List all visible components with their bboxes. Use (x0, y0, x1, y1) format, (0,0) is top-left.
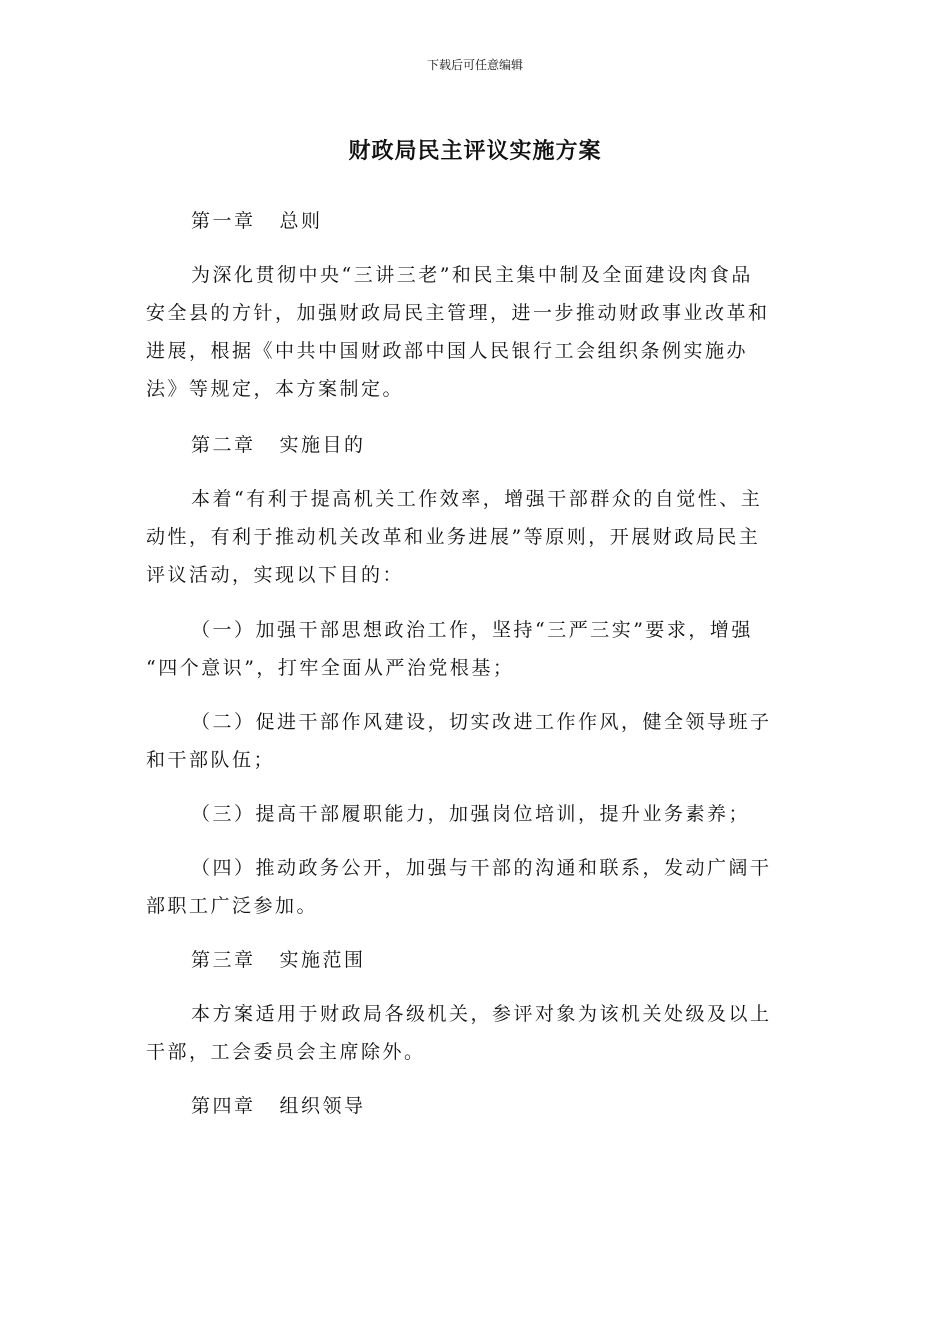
paragraph-line: 动性，有利于推动机关改革和业务进展”等原则，开展财政局民主 (146, 526, 761, 548)
chapter-name: 实施范围 (279, 949, 366, 971)
chapter2-paragraph (146, 480, 796, 594)
chapter-name: 组织领导 (279, 1095, 366, 1117)
chapter-heading-4 (146, 1087, 796, 1125)
paragraph-line: （三）提高干部履职能力，加强岗位培训，提升业务素养； (191, 803, 751, 825)
paragraph-line: 部职工广泛参加。 (146, 895, 319, 917)
paragraph-line: “四个意识”，打牢全面从严治党根基； (146, 657, 515, 679)
paragraph-line: （一）加强干部思想政治工作，坚持“三严三实”要求，增强 (191, 619, 753, 641)
list-item (146, 703, 796, 779)
paragraph-line: 本着“有利于提高机关工作效率，增强干部群众的自觉性、主 (191, 488, 763, 510)
paragraph-line: （四）推动政务公开，加强与干部的沟通和联系，发动广阔干 (191, 857, 772, 879)
paragraph-line: 进展，根据《中共中国财政部中国人民银行工会组织条例实施办 (146, 340, 749, 362)
chapter-label: 第二章 (191, 434, 256, 456)
chapter3-paragraph (146, 995, 796, 1071)
page-header-note: 下载后可任意编辑 (426, 58, 523, 72)
chapter-heading-2 (146, 426, 796, 464)
chapter1-paragraph (146, 256, 796, 408)
paragraph-line: 评议活动，实现以下目的： (146, 564, 405, 586)
paragraph-line: （二）促进干部作风建设，切实改进工作作风，健全领导班子 (191, 711, 772, 733)
chapter-label: 第一章 (191, 210, 256, 232)
paragraph-line: 本方案适用于财政局各级机关，参评对象为该机关处级及以上 (191, 1003, 772, 1025)
list-item (146, 795, 796, 833)
paragraph-line: 为深化贯彻中央“三讲三老”和民主集中制及全面建设肉食品 (191, 264, 753, 286)
document-title: 财政局民主评议实施方案 (348, 139, 602, 164)
chapter-name: 实施目的 (279, 434, 366, 456)
list-item (146, 611, 796, 687)
paragraph-line: 法》等规定，本方案制定。 (146, 378, 405, 400)
chapter-heading-1 (146, 202, 796, 240)
paragraph-line: 和干部队伍； (146, 749, 276, 771)
list-item (146, 849, 796, 925)
chapter-name: 总则 (279, 210, 323, 232)
paragraph-line: 干部，工会委员会主席除外。 (146, 1041, 426, 1063)
chapter-label: 第三章 (191, 949, 256, 971)
paragraph-line: 安全县的方针，加强财政局民主管理，进一步推动财政事业改革和 (146, 302, 770, 324)
chapter-heading-3 (146, 941, 796, 979)
chapter-label: 第四章 (191, 1095, 256, 1117)
